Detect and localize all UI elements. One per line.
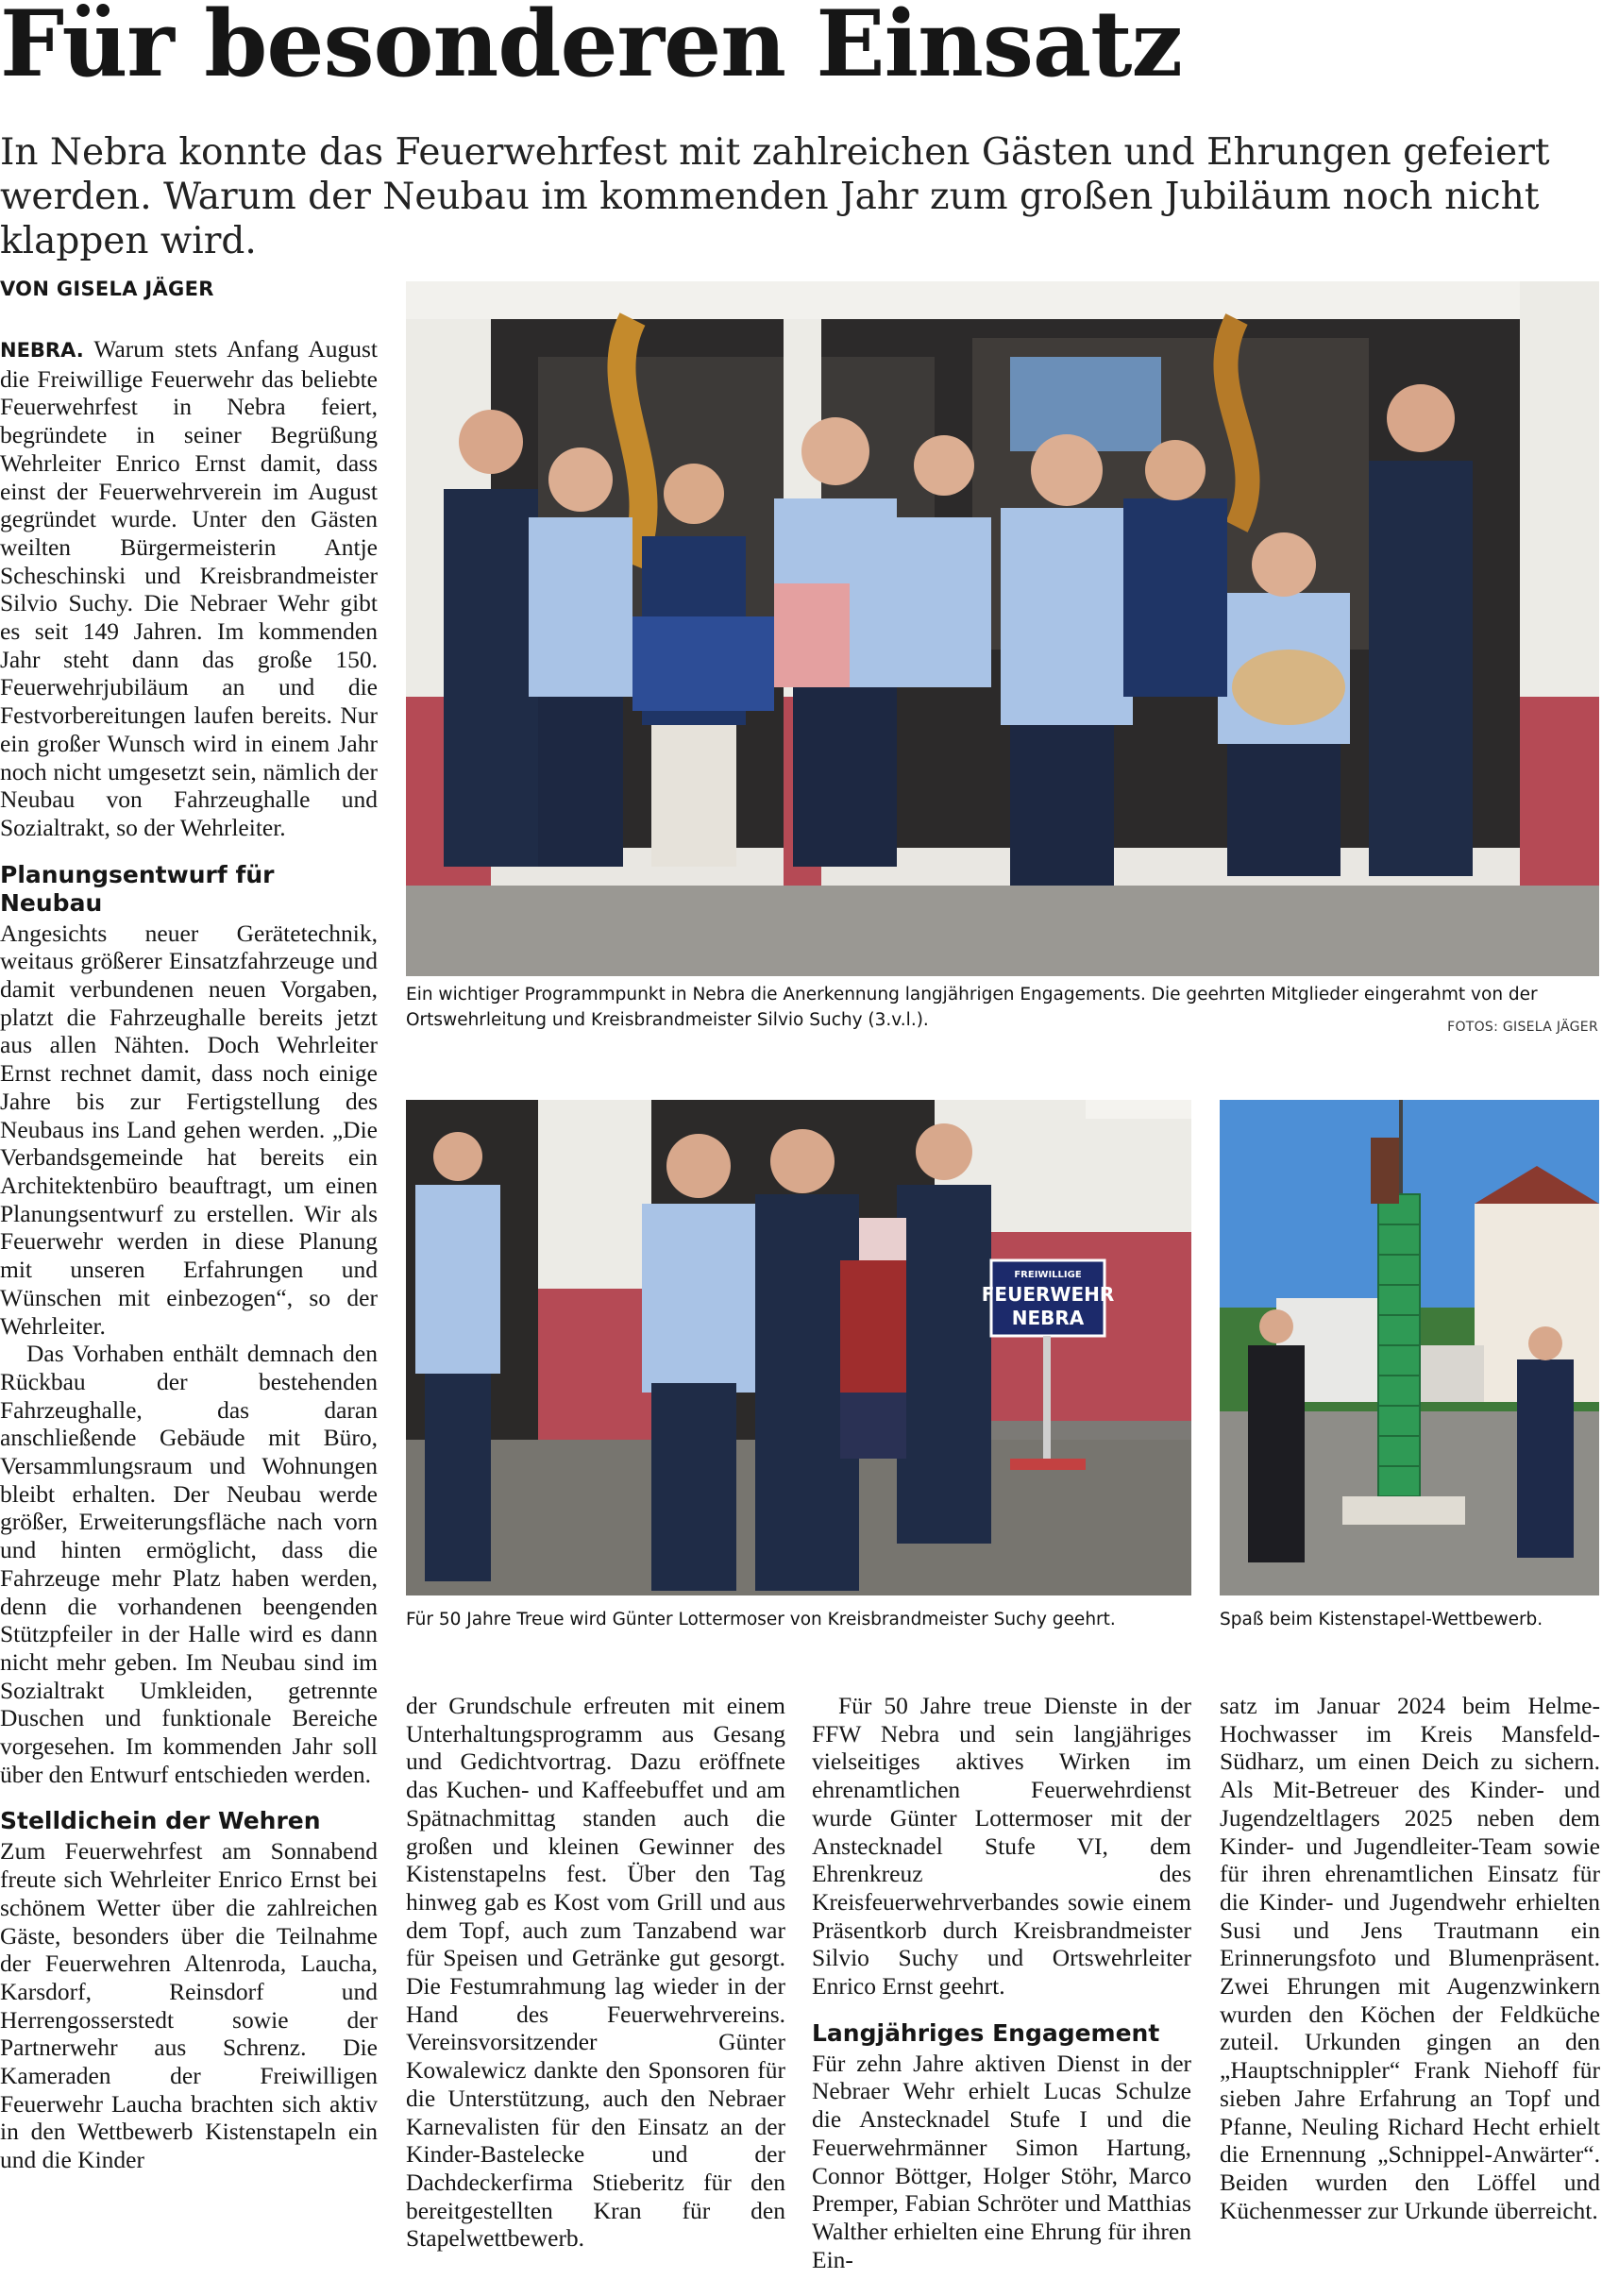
paragraph-grundschule: der Grundschule erfreuten mit einem Unterhaltungsprogramm aus Gesang und Gedichtvortrag. Dazu eröffnete das Kuchen- und Kaffeebuffet und am Spätnachmittag standen auch die großen und kleinen Gewinner des Kistenstapelns fest. Über den Tag hinweg gab es Kost vom Grill und aus dem Topf, auch zum Tanzabend war für Speisen und Getränke gut gesorgt. Die Festumrahmung lag wieder in der Hand des Feuerwehrvereins. Vereinsvorsitzender Günter Kowalewicz dankte den Sponsoren für die Unterstützung, auch den Nebraer Karnevalisten für den Einsatz an der Kinder-Bastelecke und der Dachdeckerfirma Stieberitz für den bereitgestellten Kran für den Stapelwettbewerb. — [406, 1692, 785, 2253]
deck: In Nebra konnte das Feuerwehrfest mit zahlreichen Gästen und Ehrungen gefeiert werden. Warum der Neubau im kommenden Jahr zum großen Jubiläum noch nicht klappen wird. — [0, 131, 1550, 262]
paragraph-50-jahre: Für 50 Jahre treue Dienste in der FFW Nebra und sein langjähriges vielseitiges aktives Wirken im ehrenamtlichen Feuerwehrdienst wurde Günter Lottermoser mit der Anstecknadel Stufe VI, dem Ehrenkreuz des Kreisfeuerwehrverbandes sowie einem Präsentkorb durch Kreisbrandmeister Silvio Suchy und Ortswehrleiter Enrico Ernst geehrt. — [812, 1692, 1191, 2001]
column-2 — [406, 1692, 785, 2253]
crates-photo-caption: Spaß beim Kistenstapel-Wettbewerb. — [1220, 1610, 1543, 1629]
paragraph-zehn-jahre: Für zehn Jahre aktiven Dienst in der Nebraer Wehr erhielt Lucas Schulze die Anstecknadel Stufe I und die Feuerwehrmänner Simon Hartung, Connor Böttger, Holger Stöhr, Marco Premper, Fabian Schröter und Matthias Walther erhielten eine Ehrung für ihren Ein- — [812, 2049, 1191, 2273]
subhead-stelldichein: Stelldichein der Wehren — [0, 1807, 321, 1835]
group-photo-image — [406, 281, 1599, 976]
intro-paragraph: Warum stets Anfang August die Freiwillige Feuerwehr das beliebte Feuerwehrfest in Nebra feiert, begründete in seiner Begrüßung Wehrleiter Enrico Ernst damit, dass einst der Feuerwehrverein im August gegründet wurde. Unter den Gästen weilten Bürgermeisterin Antje Scheschinski und Kreisbrandmeister Silvio Suchy. Die Nebraer Wehr gibt es seit 149 Jahren. Im kommenden Jahr steht dann das große 150. Feuerwehrjubiläum an und die Festvorbereitungen laufen bereits. Nur ein großer Wunsch wird in einem Jahr noch nicht umgesetzt sein, nämlich der Neubau von Fahrzeughalle und Sozialtrakt, so der Wehrleiter. — [0, 335, 378, 841]
paragraph-planung: Angesichts neuer Gerätetechnik, weitaus größerer Einsatzfahrzeuge und damit verbundenen neuen Vorgaben, platzt die Fahrzeughalle bereits jetzt aus allen Nähten. Doch Wehrleiter Ernst rechnet damit, dass noch einige Jahre bis zur Fertigstellung des Neubaus ins Land gehen werden. „Die Verbandsgemeinde hat bereits ein Architektenbüro beauftragt, um einen Planungsentwurf zu erstellen. Wir als Feuerwehr werden in diese Planung mit unseren Erfahrungen und Wünschen mit einbezogen“, so der Wehrleiter. — [0, 919, 378, 1340]
award-photo — [406, 1100, 1191, 1595]
crates-photo — [1220, 1100, 1599, 1595]
paragraph-vorhaben: Das Vorhaben enthält demnach den Rückbau der bestehenden Fahrzeughalle, das daran anschließende Gebäude mit Büro, Versammlungsraum und Wohnungen bleibt erhalten. Der Neubau werde größer, Erweiterungsfläche nach vorn und hinten ermöglicht, dass die Fahrzeuge mehr Platz haben werden, denn die vorhandenen beengenden Stützpfeiler in der Halle wird es dann nicht mehr geben. Im Neubau sind im Sozialtrakt Umkleiden, getrennte Duschen und funktionale Bereiche vorgesehen. Im kommenden Jahr soll über den Entwurf entschieden werden. — [0, 1340, 378, 1788]
column-1 — [0, 335, 378, 2174]
sign-line-1: FREIWILLIGE — [1014, 1270, 1082, 1280]
column-4 — [1220, 1692, 1600, 2224]
group-photo-caption: Ein wichtiger Programmpunkt in Nebra die Anerkennung langjährigen Engagements. Die geehrten Mitglieder eingerahmt von der Ortswehrleitung und Kreisbrandmeister Silvio Suchy (3.v.l.). — [406, 985, 1538, 1030]
subhead-engagement: Langjähriges Engagement — [812, 2018, 1160, 2047]
paragraph-hochwasser: satz im Januar 2024 beim Helme-Hochwasser im Kreis Mansfeld-Südharz, um einen Deich zu sichern. Als Mit-Betreuer des Kinder- und Jugendzeltlagers 2025 neben dem Kinder- und Jugendleiter-Team sowie für ihren ehrenamtlichen Einsatz für die Kinder- und Jugendwehr erhielten Susi und Jens Trautmann ein Erinnerungsfoto und Blumenpräsent. Zwei Ehrungen mit Augenzwinkern wurden den Köchen der Feldküche zuteil. Urkunden gingen an den „Hauptschnippler“ Frank Niehoff für sieben Jahre Erfahrung an Topf und Pfanne, Neuling Richard Hecht erhielt die Ernennung „Schnippel-Anwärter“. Beiden wurden den Löffel und Küchenmesser zur Urkunde überreicht. — [1220, 1692, 1600, 2224]
award-photo-caption: Für 50 Jahre Treue wird Günter Lottermoser von Kreisbrandmeister Suchy geehrt. — [406, 1610, 1116, 1629]
headline: Für besonderen Einsatz — [0, 0, 1182, 97]
sign-line-2: FEUERWEHR — [981, 1283, 1115, 1306]
crates-photo-image — [1220, 1100, 1599, 1595]
column-3 — [812, 1692, 1191, 2273]
sign-line-3: NEBRA — [1011, 1307, 1085, 1329]
photo-credit: FOTOS: GISELA JÄGER — [1447, 1020, 1598, 1035]
dateline: NEBRA. — [0, 339, 84, 362]
byline: VON GISELA JÄGER — [0, 278, 214, 300]
group-photo — [406, 281, 1599, 976]
paragraph-feuerwehrfest: Zum Feuerwehrfest am Sonnabend freute sich Wehrleiter Enrico Ernst bei schönem Wetter über die zahlreichen Gäste, besonders über die Teilnahme der Feuerwehren Altenroda, Laucha, Karsdorf, Reinsdorf und Herrengosserstedt sowie der Partnerwehr aus Schrenz. Die Kameraden der Freiwilligen Feuerwehr Laucha brachten sich aktiv in den Wettbewerb Kistenstapeln ein und die Kinder — [0, 1837, 378, 2174]
award-photo-image — [406, 1100, 1191, 1595]
subhead-planungsentwurf: Planungsentwurf für Neubau — [0, 860, 275, 917]
